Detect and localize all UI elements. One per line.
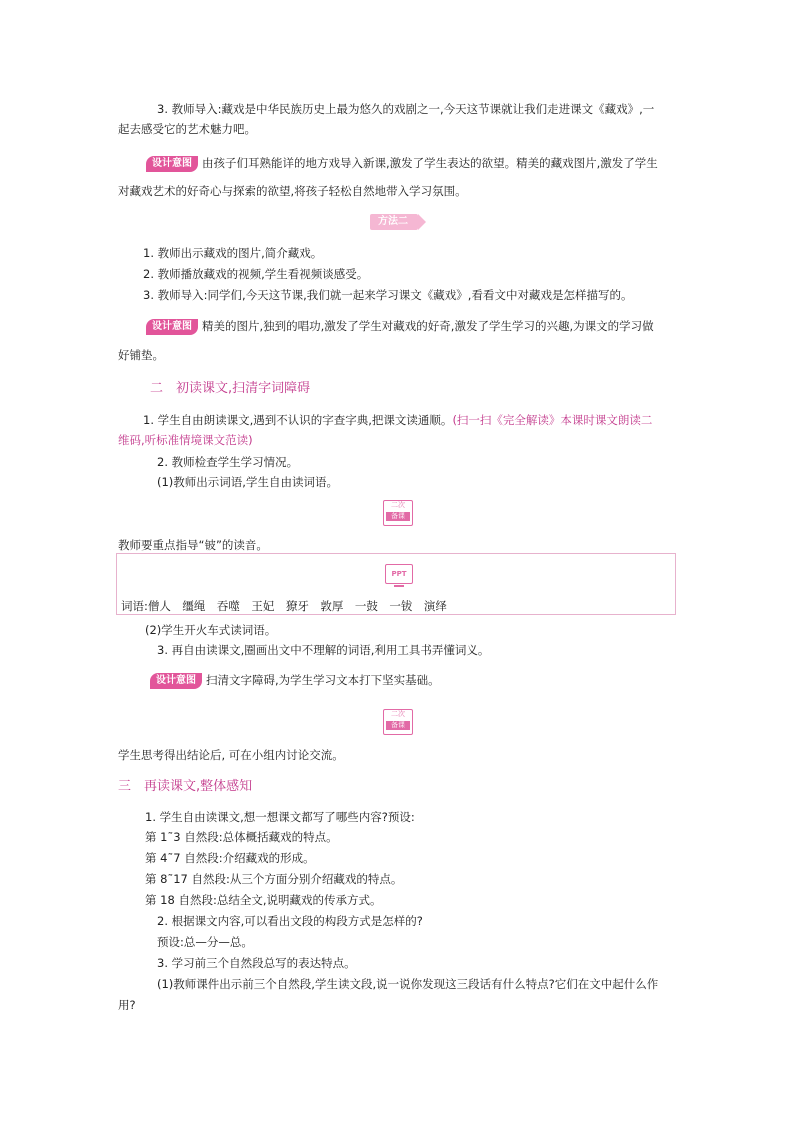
s3-part-3: 第 8˜17 自然段:从三个方面分别介绍藏戏的特点。	[145, 872, 403, 886]
intro-line-1: 3. 教师导入:藏戏是中华民族历史上最为悠久的戏剧之一,今天这节课就让我们走进课文《藏戏》,一	[157, 102, 655, 116]
s3-step-2: 2. 根据课文内容,可以看出文段的构段方式是怎样的?	[157, 914, 423, 928]
section-three-title: 三 再读课文,整体感知	[118, 779, 253, 794]
s2-step-1-note-cont: 维码,听标准情境课文范读)	[118, 433, 253, 447]
method2-step-1: 1. 教师出示藏戏的图片,简介藏戏。	[143, 246, 323, 260]
s2-step-1-text: 1. 学生自由朗读课文,遇到不认识的字查字典,把课文读通顺。	[143, 413, 453, 427]
prep-note-1: 教师要重点指导“铍”的读音。	[118, 538, 268, 552]
ppt-vocab-box	[116, 553, 676, 615]
s3-part-4: 第 18 自然段:总结全文,说明藏戏的传承方式。	[145, 893, 382, 907]
s2-step-3: 3. 再自由读课文,圈画出文中不理解的词语,利用工具书弄懂词义。	[157, 643, 490, 657]
design-note-2-line-1: 精美的图片,独到的唱功,激发了学生对藏戏的好奇,激发了学生学习的兴趣,为课文的学习做	[202, 319, 654, 333]
design-intent-badge: 设计意图	[150, 673, 202, 689]
vocab-list: 词语:僧人 缰绳 吞噬 王妃 獠牙 敦厚 一鼓 一钹 演绎	[121, 599, 447, 613]
method2-step-3: 3. 教师导入:同学们,今天这节课,我们就一起来学习课文《藏戏》,看看文中对藏戏是怎样描写的。	[143, 288, 633, 302]
s3-step-3: 3. 学习前三个自然段总写的表达特点。	[157, 956, 356, 970]
s3-step-3-1-line-2: 用?	[118, 998, 136, 1012]
ppt-icon: PPT	[385, 564, 413, 584]
prep-note-2: 学生思考得出结论后, 可在小组内讨论交流。	[118, 748, 344, 762]
design-note-3-text: 扫清文字障碍,为学生学习文本打下坚实基础。	[206, 673, 440, 687]
s2-step-1-note: (扫一扫《完全解读》本课时课文朗读二	[452, 413, 653, 427]
intro-line-2: 起去感受它的艺术魅力吧。	[118, 122, 256, 136]
second-prep-icon: 二次 备课	[383, 500, 413, 526]
method-two-tag: 方法二	[370, 214, 418, 230]
second-prep-icon: 二次 备课	[383, 709, 413, 735]
section-two-title: 二 初读课文,扫清字词障碍	[150, 381, 311, 396]
s3-step-2-answer: 预设:总—分—总。	[157, 935, 253, 949]
design-intent-badge: 设计意图	[146, 319, 198, 335]
s2-step-2: 2. 教师检查学生学习情况。	[157, 455, 299, 469]
method2-step-2: 2. 教师播放藏戏的视频,学生看视频谈感受。	[143, 267, 369, 281]
design-note-3	[150, 672, 440, 689]
s3-part-1: 第 1˜3 自然段:总体概括藏戏的特点。	[145, 830, 338, 844]
s2-step-1	[143, 412, 652, 428]
s2-step-2-1: (1)教师出示词语,学生自由读词语。	[157, 475, 338, 489]
design-note-1	[146, 155, 658, 172]
design-note-1-line-1: 由孩子们耳熟能详的地方戏导入新课,激发了学生表达的欲望。精美的藏戏图片,激发了学生	[202, 156, 658, 170]
design-note-1-line-2: 对藏戏艺术的好奇心与探索的欲望,将孩子轻松自然地带入学习氛围。	[118, 184, 467, 198]
s2-step-2-2: (2)学生开火车式读词语。	[145, 623, 277, 637]
s3-part-2: 第 4˜7 自然段:介绍藏戏的形成。	[145, 851, 315, 865]
design-note-2-line-2: 好铺垫。	[118, 348, 164, 362]
s3-step-1: 1. 学生自由读课文,想一想课文都写了哪些内容?预设:	[145, 810, 415, 824]
design-note-2	[146, 318, 654, 335]
design-intent-badge: 设计意图	[146, 156, 198, 172]
s3-step-3-1-line-1: (1)教师课件出示前三个自然段,学生读文段,说一说你发现这三段话有什么特点?它们在文中起什么作	[157, 977, 659, 991]
